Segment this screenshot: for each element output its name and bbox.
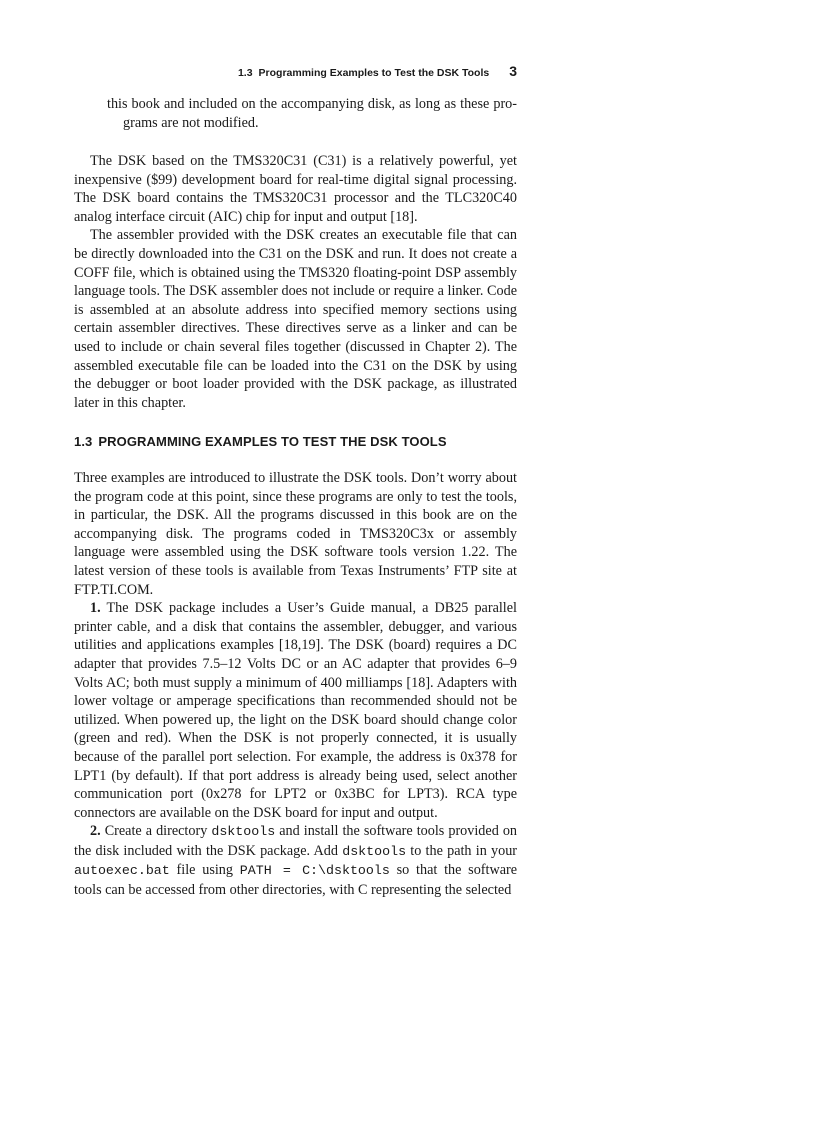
continued-line-2: grams are not modified. <box>123 114 259 131</box>
step-2-text-b: and install the software tools provided on the disk included with the DSK package. Add <box>74 823 518 859</box>
step-2-number: 2. <box>90 823 101 840</box>
paragraph-dsk-overview: The DSK based on the TMS320C31 (C31) is a relatively powerful, yet inexpensive ($99) development board for real-time digital signal processing. The DSK board contains the TMS320C31 processor and the TLC320C40 analog interface circuit (AIC) chip for input and output [18]. <box>74 153 517 225</box>
paragraph-step-2 <box>74 822 517 899</box>
section-heading <box>74 434 447 449</box>
paragraph-step-1 <box>74 599 517 822</box>
step-2-text-c: to the path in your <box>410 842 518 859</box>
step-1-text: The DSK package includes a User’s Guide manual, a DB25 parallel printer cable, and a disk that contains the assembler, debugger, and various utilities and applications examples [18,19]. The DSK (board) requires a DC adapter that provides 7.5–12 Volts DC or an AC adapter that provides 6–9 Volts AC; both must supply a minimum of 400 milliamps [18]. Adapters with lower voltage or amperage specifications than recommended should not be utilized. When powered up, the light on the DSK board should change color (green and red). When the DSK is not properly connected, it is usually because of the parallel port selection. For example, the address is 0x378 for LPT1 (by default). If that port address is already being used, select another communication port (0x278 for LPT2 or 0x3BC for LPT3). RCA type connectors are available on the DSK board for input and output. <box>74 600 517 821</box>
code-dsktools-path: dsktools <box>342 843 407 859</box>
section-text-block <box>74 469 517 900</box>
continued-list-item <box>107 95 517 132</box>
code-path-command: PATH = C:\dsktools <box>239 863 390 879</box>
running-head-section-number: 1.3 <box>237 67 253 79</box>
continued-line-1: this book and included on the accompanying disk, as long as these pro- <box>107 96 517 112</box>
section-title: PROGRAMMING EXAMPLES TO TEST THE DSK TOOLS <box>98 434 447 449</box>
step-2-text-d: file using <box>176 862 233 879</box>
step-2-text-e: so that the software tools can be accessed from other directories, with C representing the selected <box>74 862 518 899</box>
book-page <box>74 0 517 1123</box>
code-autoexec-file: autoexec.bat <box>74 863 170 879</box>
step-2-text-a: Create a directory <box>104 823 208 840</box>
running-head <box>238 63 517 79</box>
paragraph-section-intro: Three examples are introduced to illustrate the DSK tools. Don’t worry about the program code at this point, since these programs are only to test the tools, in particular, the DSK. All the programs discussed in this book are on the accompanying disk. The programs coded in TMS320C3x or assembly language were assembled using the DSK software tools version 1.22. The latest version of these tools is available from Texas Instruments’ FTP site at FTP.TI.COM. <box>74 470 517 598</box>
code-dsktools-directory: dsktools <box>211 824 276 840</box>
running-head-section-title: Programming Examples to Test the DSK Tools <box>258 67 490 79</box>
step-1-number: 1. <box>90 600 101 617</box>
paragraph-assembler: The assembler provided with the DSK creates an executable file that can be directly downloaded into the C31 on the DSK and run. It does not create a COFF file, which is obtained using the TMS320 floating-point DSP assembly language tools. The DSK assembler does not include or require a linker. Code is assembled at an absolute address into specified memory sections using certain assembler directives. These directives serve as a linker and can be used to include or chain several files together (discussed in Chapter 2). The assembled executable file can be loaded into the C31 on the DSK by using the debugger or boot loader provided with the DSK package, as illustrated later in this chapter. <box>74 227 517 411</box>
intro-text-block <box>74 152 517 412</box>
page-number: 3 <box>509 63 517 79</box>
section-number: 1.3 <box>74 434 93 449</box>
